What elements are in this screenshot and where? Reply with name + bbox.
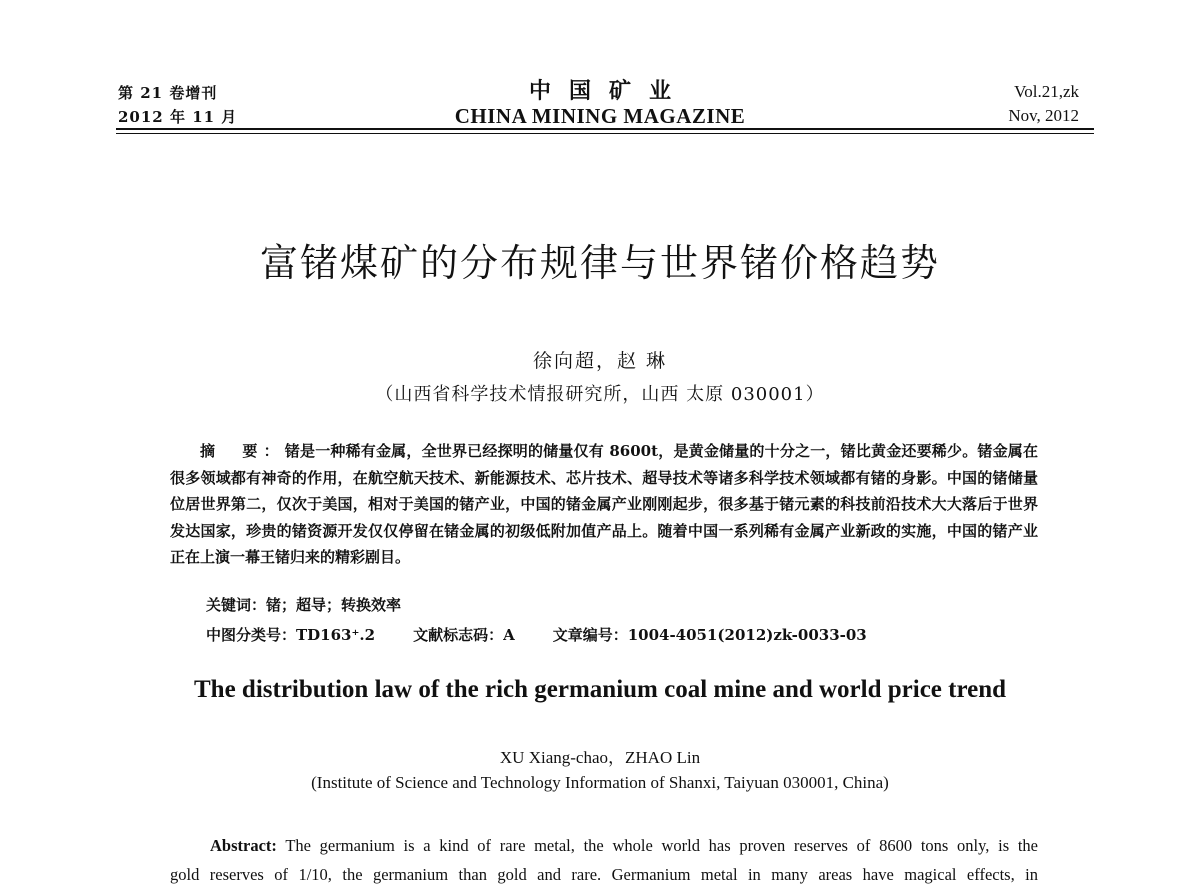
document-code: 文献标志码：A xyxy=(413,626,515,644)
affiliation-en: (Institute of Science and Technology Information of Shanxi, Taiyuan 030001, China) xyxy=(311,773,889,792)
keywords-text-cn: 锗；超导；转换效率 xyxy=(266,596,402,614)
classification-row xyxy=(206,624,867,645)
affiliation-cn: （山西省科学技术情报研究所，山西 太原 030001） xyxy=(375,384,825,405)
volume-issue-en: Vol.21,zk xyxy=(1014,82,1079,101)
abstract-text-cn: 锗是一种稀有金属，全世界已经探明的储量仅有 8600t，是黄金储量的十分之一，锗比黄金还要稀少。锗金属在很多领域都有神奇的作用，在航空航天技术、新能源技术、芯片技术、超导技术等诸多科学技术领域都有锗的身影。中国的锗储量位居世界第二，仅次于美国，相对于美国的锗产业，中国的锗金属产业刚刚起步，很多基于锗元素的科技前沿技术大大落后于世界发达国家，珍贵的锗资源开发仅仅停留在锗金属的初级低附加值产品上。随着中国一系列稀有金属产业新政的实施，中国的锗产业正在上演一幕王锗归来的精彩剧目。 xyxy=(170,442,1038,567)
authors-en: XU Xiang-chao，ZHAO Lin xyxy=(499,748,701,767)
abstract-label-cn: 摘 要： xyxy=(200,442,285,460)
volume-issue-cn: 第 21 卷增刊 xyxy=(118,84,218,102)
abstract-label-en: Abstract: xyxy=(210,836,277,855)
abstract-en-line-1: The germanium is a kind of rare metal, the whole world has proven reserves of 8600 tons only, is the xyxy=(276,836,1038,855)
header-rule-top xyxy=(116,128,1094,130)
abstract-en-line-2: gold reserves of 1/10, the germanium than gold and rare. Germanium metal in many areas have magical effects, in xyxy=(170,865,1038,884)
journal-title-en: CHINA MINING MAGAZINE xyxy=(454,104,746,128)
authors-cn: 徐向超，赵 琳 xyxy=(532,350,668,372)
journal-title-cn: 中国矿业 xyxy=(528,78,689,104)
keywords-cn xyxy=(206,594,401,615)
date-cn: 2012 年 11 月 xyxy=(118,108,238,126)
abstract-en xyxy=(170,831,1038,889)
clc-number: 中图分类号：TD163⁺.2 xyxy=(206,626,376,644)
article-number: 文章编号：1004-4051(2012)zk-0033-03 xyxy=(552,626,867,644)
paper-title-en: The distribution law of the rich germanium coal mine and world price trend xyxy=(193,676,1007,703)
header-rule-bottom xyxy=(116,133,1094,134)
keywords-label-cn: 关键词： xyxy=(206,596,267,614)
abstract-cn xyxy=(170,438,1038,571)
date-en: Nov, 2012 xyxy=(1008,106,1079,125)
paper-title-cn: 富锗煤矿的分布规律与世界锗价格趋势 xyxy=(259,241,940,285)
